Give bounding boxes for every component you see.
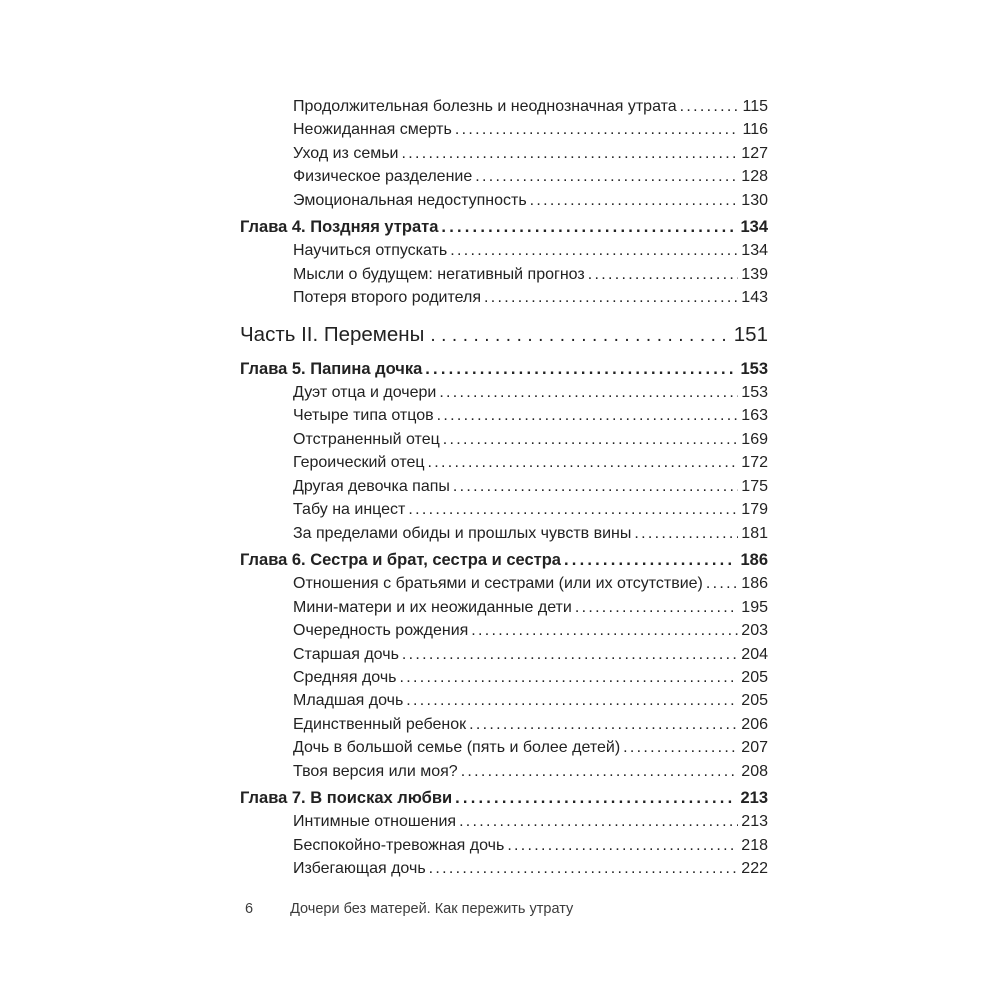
toc-entry-page: 175 (741, 477, 768, 495)
toc-entry-page: 130 (741, 191, 768, 209)
toc-entry-title: Твоя версия или моя? (293, 762, 458, 780)
toc-entry (240, 596, 768, 619)
toc-entry-title: Средняя дочь (293, 668, 397, 686)
toc-entry (240, 643, 768, 666)
toc-chapter-title: Глава 4. Поздняя утрата (240, 218, 439, 237)
toc-entry (240, 666, 768, 689)
toc-entry-page: 163 (741, 407, 768, 425)
dot-leader (401, 142, 738, 165)
toc-entry (240, 165, 768, 188)
table-of-contents (240, 95, 768, 881)
page-footer (245, 901, 573, 917)
toc-entry-title: Младшая дочь (293, 692, 404, 710)
toc-entry (240, 498, 768, 521)
toc-entry-page: 208 (741, 762, 768, 780)
dot-leader (441, 216, 734, 239)
toc-part-page: 151 (733, 322, 768, 346)
toc-entry (240, 451, 768, 474)
toc-entry-title: Дуэт отца и дочери (293, 384, 437, 402)
toc-entry-title: Единственный ребенок (293, 715, 467, 733)
dot-leader (471, 619, 738, 642)
toc-entry-title: Научиться отпускать (293, 242, 448, 260)
toc-chapter-heading (240, 787, 768, 810)
toc-entry (240, 810, 768, 833)
toc-entry-page: 205 (741, 668, 768, 686)
toc-entry-title: Дочь в большой семье (пять и более детей) (293, 739, 621, 757)
toc-chapter-page: 213 (740, 788, 768, 807)
toc-entry-title: Интимные отношения (293, 813, 457, 831)
toc-entry (240, 239, 768, 262)
toc-entry (240, 522, 768, 545)
dot-leader (408, 498, 738, 521)
toc-part-heading (240, 321, 768, 349)
toc-entry-title: Отстраненный отец (293, 430, 440, 448)
toc-entry-title: Другая девочка папы (293, 477, 450, 495)
running-title: Дочери без матерей. Как пережить утрату (290, 901, 574, 917)
dot-leader (680, 95, 740, 118)
toc-chapter-title: Глава 5. Папина дочка (240, 359, 423, 378)
toc-entry (240, 713, 768, 736)
toc-entry-page: 115 (742, 98, 768, 115)
toc-entry (240, 263, 768, 286)
dot-leader (564, 549, 734, 572)
toc-entry-title: Беспокойно-тревожная дочь (293, 836, 505, 854)
toc-entry-page: 186 (741, 575, 768, 593)
dot-leader (459, 810, 738, 833)
toc-chapter-page: 134 (740, 218, 768, 237)
dot-leader (469, 713, 738, 736)
toc-entry-page: 169 (741, 430, 768, 448)
dot-leader (530, 189, 739, 212)
toc-chapter-heading (240, 358, 768, 381)
toc-entry (240, 619, 768, 642)
dot-leader (429, 857, 739, 880)
toc-entry-page: 205 (741, 692, 768, 710)
dot-leader (428, 451, 739, 474)
dot-leader (430, 321, 727, 349)
toc-entry (240, 404, 768, 427)
dot-leader (484, 286, 738, 309)
toc-chapter-page: 153 (740, 359, 768, 378)
dot-leader (400, 666, 739, 689)
toc-entry-page: 218 (741, 836, 768, 854)
toc-entry (240, 572, 768, 595)
dot-leader (425, 358, 734, 381)
toc-entry-title: Физическое разделение (293, 168, 473, 186)
toc-entry-title: Четыре типа отцов (293, 407, 434, 425)
toc-entry-page: 172 (741, 454, 768, 472)
toc-entry-title: Уход из семьи (293, 144, 399, 162)
dot-leader (453, 475, 738, 498)
toc-entry-title: Мини-матери и их неожиданные дети (293, 598, 572, 616)
toc-entry-page: 206 (741, 715, 768, 733)
toc-entry-title: Мысли о будущем: негативный прогноз (293, 265, 585, 283)
toc-entry (240, 189, 768, 212)
dot-leader (634, 522, 738, 545)
dot-leader (443, 428, 739, 451)
toc-chapter-title: Глава 7. В поисках любви (240, 788, 453, 807)
toc-entry-page: 207 (741, 739, 768, 757)
page-number: 6 (245, 901, 254, 917)
toc-entry-page: 153 (741, 384, 768, 402)
toc-entry-page: 128 (741, 168, 768, 186)
toc-entry (240, 286, 768, 309)
toc-entry-page: 204 (741, 645, 768, 663)
toc-entry-title: Потеря второго родителя (293, 289, 481, 307)
toc-entry-title: Эмоциональная недоступность (293, 191, 527, 209)
dot-leader (575, 596, 738, 619)
dot-leader (437, 404, 739, 427)
toc-part-title: Часть II. Перемены (240, 322, 425, 346)
toc-entry (240, 736, 768, 759)
toc-entry-title: Героический отец (293, 454, 425, 472)
toc-chapter-title: Глава 6. Сестра и брат, сестра и сестра (240, 550, 561, 569)
toc-entry (240, 142, 768, 165)
toc-entry-title: Старшая дочь (293, 645, 399, 663)
toc-entry (240, 689, 768, 712)
toc-chapter-heading (240, 549, 768, 572)
dot-leader (706, 572, 738, 595)
toc-entry (240, 118, 768, 141)
toc-entry-page: 134 (741, 242, 768, 260)
dot-leader (450, 239, 738, 262)
toc-entry (240, 834, 768, 857)
toc-entry (240, 760, 768, 783)
dot-leader (406, 689, 738, 712)
dot-leader (455, 118, 740, 141)
toc-entry-title: Избегающая дочь (293, 860, 426, 878)
toc-entry-title: Очередность рождения (293, 622, 469, 640)
dot-leader (402, 643, 738, 666)
toc-entry-title: За пределами обиды и прошлых чувств вины (293, 524, 632, 542)
toc-entry (240, 475, 768, 498)
toc-entry-page: 213 (741, 813, 768, 831)
toc-entry (240, 857, 768, 880)
toc-entry-title: Продолжительная болезнь и неоднозначная утрата (293, 98, 677, 115)
toc-chapter-page: 186 (740, 550, 768, 569)
dot-leader (507, 834, 738, 857)
toc-entry-page: 179 (741, 501, 768, 519)
toc-entry-page: 195 (741, 598, 768, 616)
dot-leader (461, 760, 739, 783)
toc-entry-page: 203 (741, 622, 768, 640)
toc-chapter-heading (240, 216, 768, 239)
dot-leader (455, 787, 734, 810)
toc-entry-title: Неожиданная смерть (293, 121, 452, 139)
toc-entry (240, 95, 768, 118)
toc-entry-page: 116 (742, 121, 768, 139)
dot-leader (475, 165, 738, 188)
dot-leader (623, 736, 738, 759)
dot-leader (439, 381, 738, 404)
toc-entry (240, 428, 768, 451)
toc-entry-title: Отношения с братьями и сестрами (или их отсутствие) (293, 575, 703, 593)
toc-entry-title: Табу на инцест (293, 501, 406, 519)
toc-entry-page: 222 (741, 860, 768, 878)
dot-leader (588, 263, 739, 286)
toc-entry-page: 143 (741, 289, 768, 307)
toc-entry-page: 139 (741, 265, 768, 283)
toc-entry-page: 127 (741, 144, 768, 162)
toc-entry-page: 181 (741, 524, 768, 542)
toc-entry (240, 381, 768, 404)
